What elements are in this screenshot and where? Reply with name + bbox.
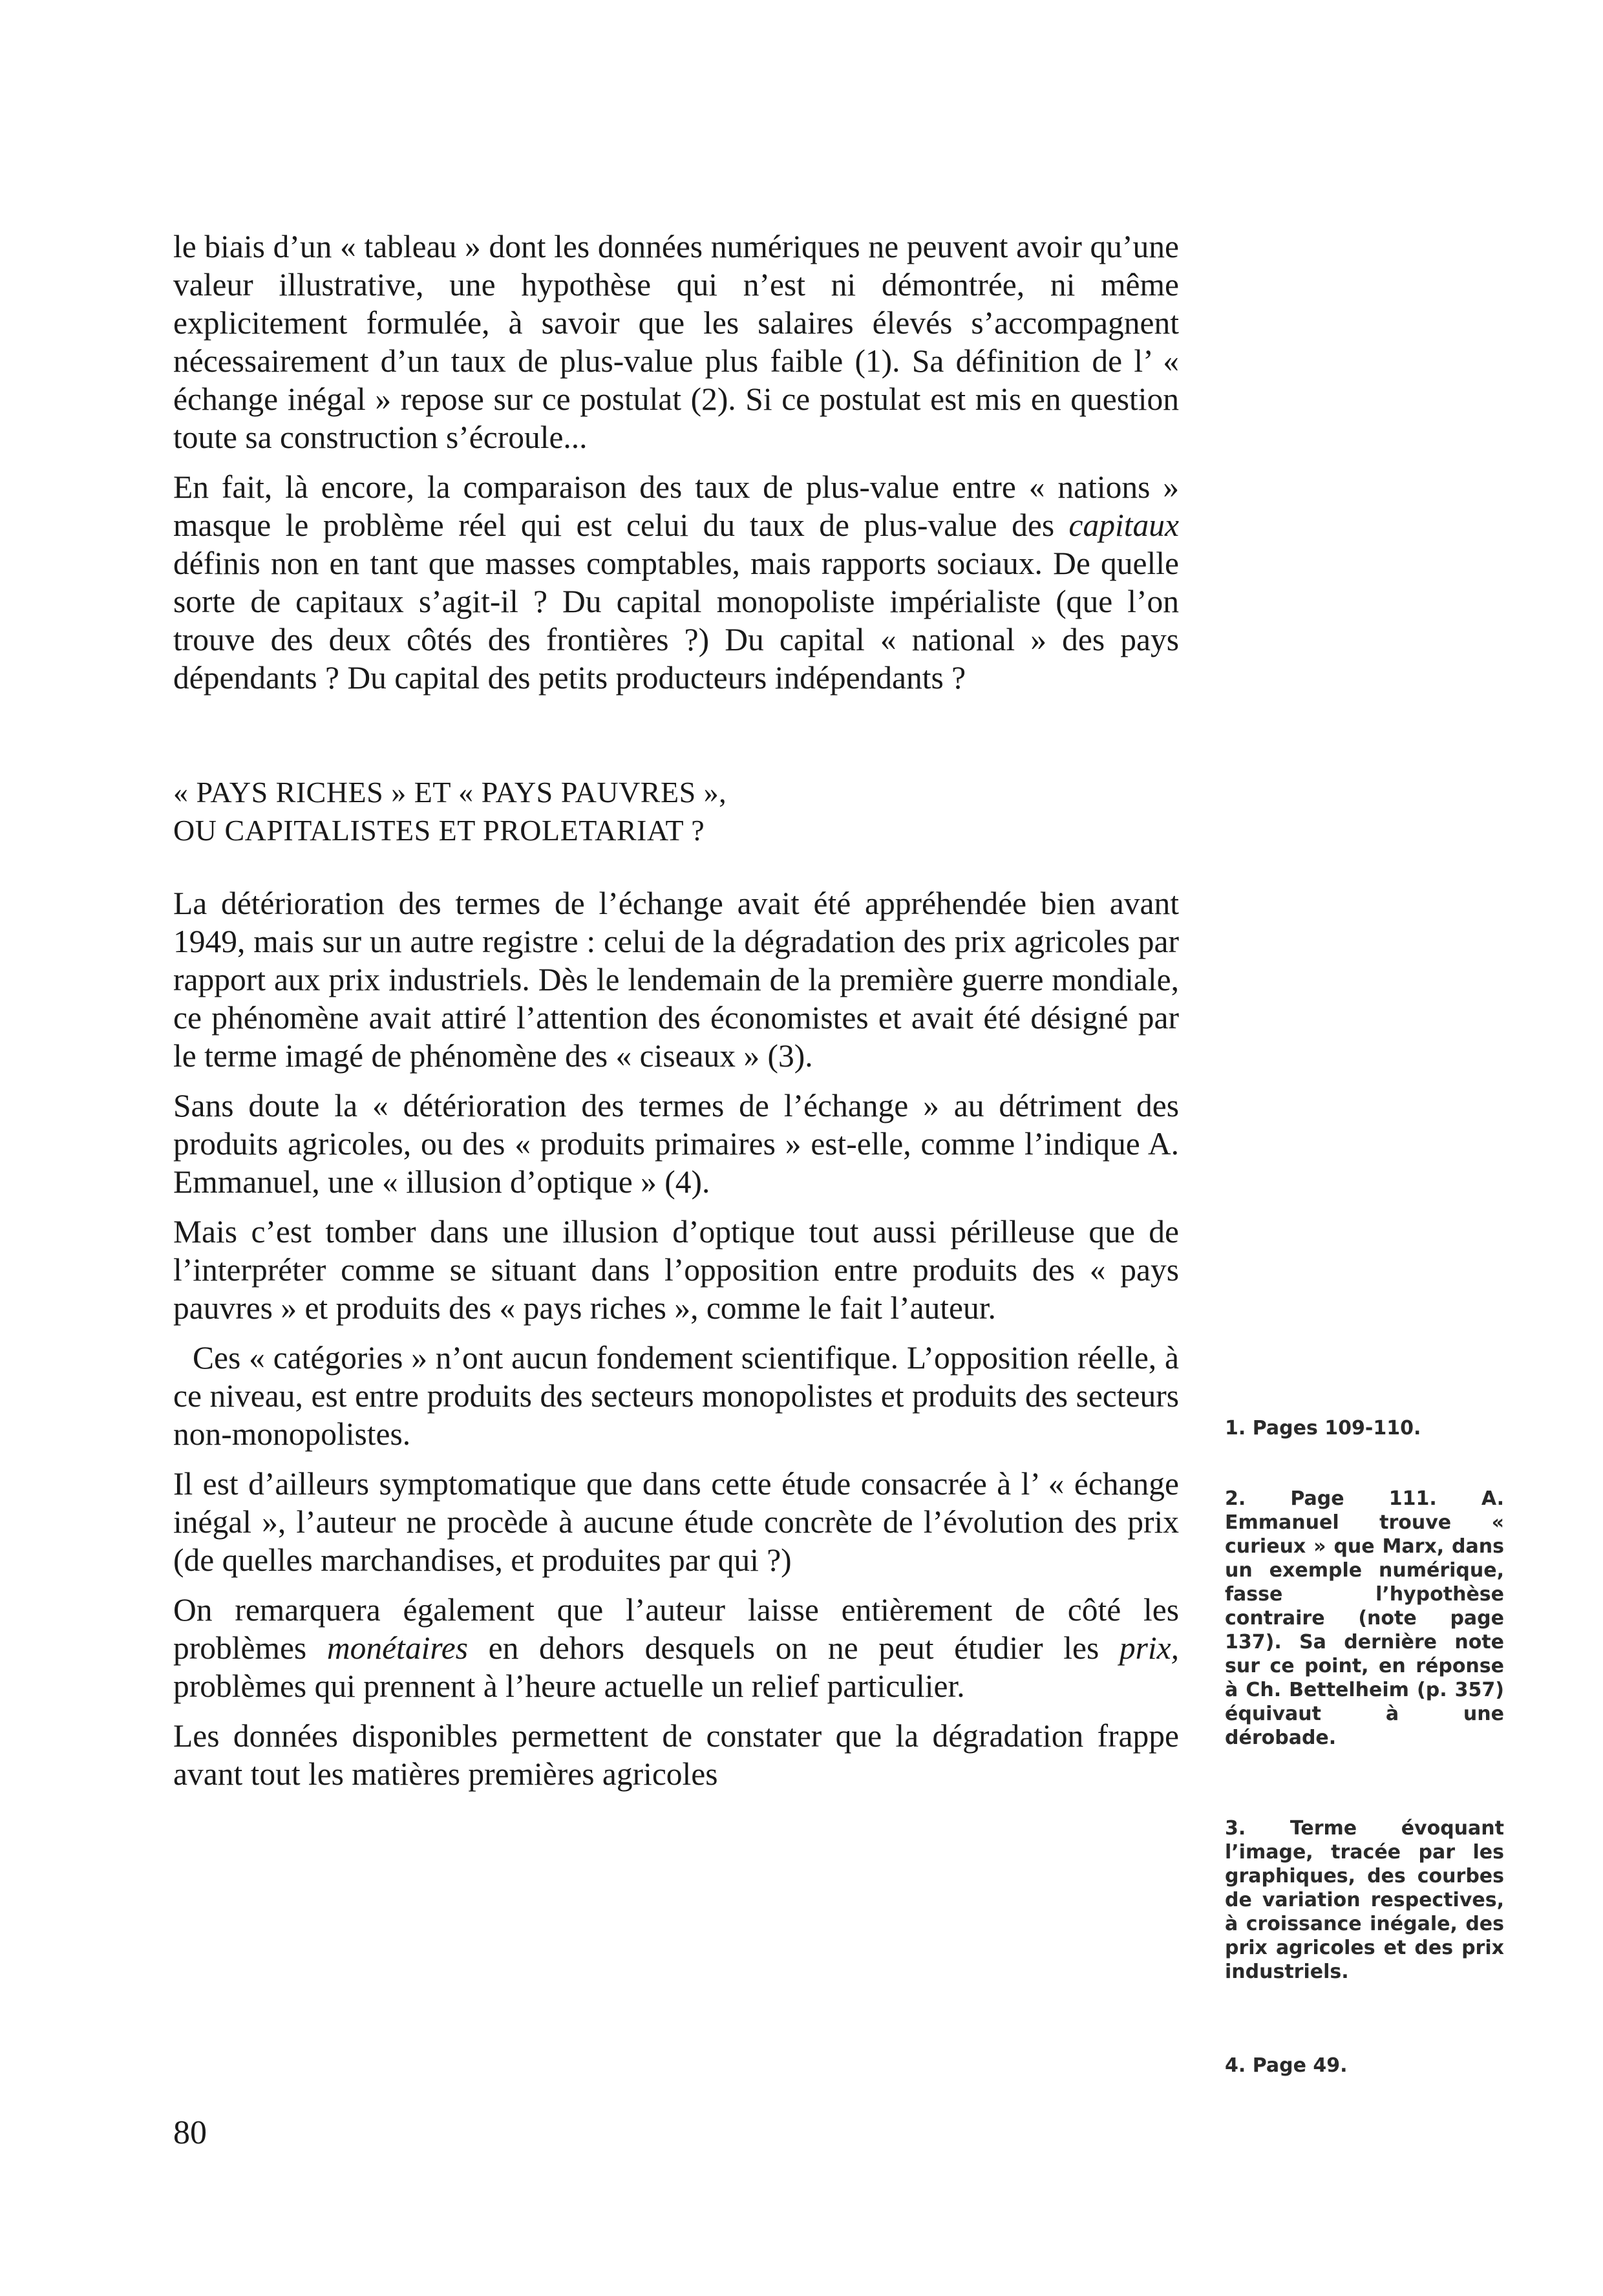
paragraph: Il est d’ailleurs symptomatique que dans cette étude consacrée à l’ « échange inégal », l’auteur ne procède à aucune étude concrète de l’évolution des prix (de quelles marchandises, et produites par qui ?) [173, 1466, 1179, 1578]
paragraph-text: en dehors desquels on ne peut étudier les [467, 1630, 1120, 1666]
paragraph: Mais c’est tomber dans une illusion d’optique tout aussi périlleuse que de l’interpréter comme se situant dans l’opposition entre produits des « pays pauvres » et produits des « pays riches », comme le fait l’auteur. [173, 1214, 1179, 1326]
paragraph-text: définis non en tant que masses comptables, mais rapports sociaux. De quelle sorte de capitaux s’agit-il ? Du capital monopoliste impérialiste (que l’on trouve des deux côtés des frontières ?) Du capital « national » des pays dépendants ? Du capital des petits producteurs indépendants ? [173, 546, 1179, 696]
footnote-4: 4. Page 49. [1225, 2054, 1348, 2077]
paragraph: le biais d’un « tableau » dont les données numériques ne peuvent avoir qu’une valeur illustrative, une hypothèse qui n’est ni démontrée, ni même explicitement formulée, à savoir que les salaires élevés s’accompagnent nécessairement d’un taux de plus-value plus faible (1). Sa définition de l’ « échange inégal » repose sur ce postulat (2). Si ce postulat est mis en question toute sa construction s’écroule... [173, 229, 1179, 455]
page-number: 80 [173, 2114, 207, 2151]
footnote-2: 2. Page 111. A. Emmanuel trouve « curieux » que Marx, dans un exemple numérique, fasse l’hypothèse contraire (note page 137). Sa dernière note sur ce point, en réponse à Ch. Bettelheim (p. 357) équivaut à une dérobade. [1225, 1487, 1504, 1749]
section-heading [173, 773, 1179, 849]
paragraph [173, 468, 1179, 697]
paragraph: Sans doute la « détérioration des termes de l’échange » au détriment des produits agricoles, ou des « produits primaires » est-elle, comme l’indique A. Emmanuel, une « illusion d’optique » (4). [173, 1088, 1179, 1200]
emphasis: capitaux [1068, 507, 1179, 543]
paragraph-text: problèmes qui prennent à l’heure actuelle un relief particulier. [173, 1668, 965, 1704]
paragraph-text: On remarquera également que l’auteur laisse entièrement de côté les problèmes [173, 1592, 1179, 1666]
main-text-column [173, 228, 1179, 1793]
footnote-1: 1. Pages 109-110. [1225, 1417, 1421, 1440]
emphasis: prix, [1119, 1630, 1179, 1666]
heading-line: OU CAPITALISTES ET PROLETARIAT ? [173, 814, 705, 847]
paragraph-text: En fait, là encore, la comparaison des taux de plus-value entre « nations » masque le problème réel qui est celui du taux de plus-value des [173, 469, 1179, 543]
heading-line: « PAYS RICHES » ET « PAYS PAUVRES », [173, 776, 727, 809]
paragraph: La détérioration des termes de l’échange avait été appréhendée bien avant 1949, mais sur un autre registre : celui de la dégradation des prix agricoles par rapport aux prix industriels. Dès le lendemain de la première guerre mondiale, ce phénomène avait attiré l’attention des économistes et avait été désigné par le terme imagé de phénomène des « ciseaux » (3). [173, 886, 1179, 1074]
paragraph: Ces « catégories » n’ont aucun fondement scientifique. L’opposition réelle, à ce niveau, est entre produits des secteurs monopolistes et produits des secteurs non-monopolistes. [173, 1340, 1179, 1452]
emphasis: monétaires [326, 1630, 468, 1666]
footnote-3: 3. Terme évoquant l’image, tracée par les graphiques, des courbes de variation respectives, à croissance inégale, des prix agricoles et des prix industriels. [1225, 1817, 1504, 1983]
paragraph [173, 1591, 1179, 1705]
paragraph: Les données disponibles permettent de constater que la dégradation frappe avant tout les matières premières agricoles [173, 1718, 1179, 1792]
